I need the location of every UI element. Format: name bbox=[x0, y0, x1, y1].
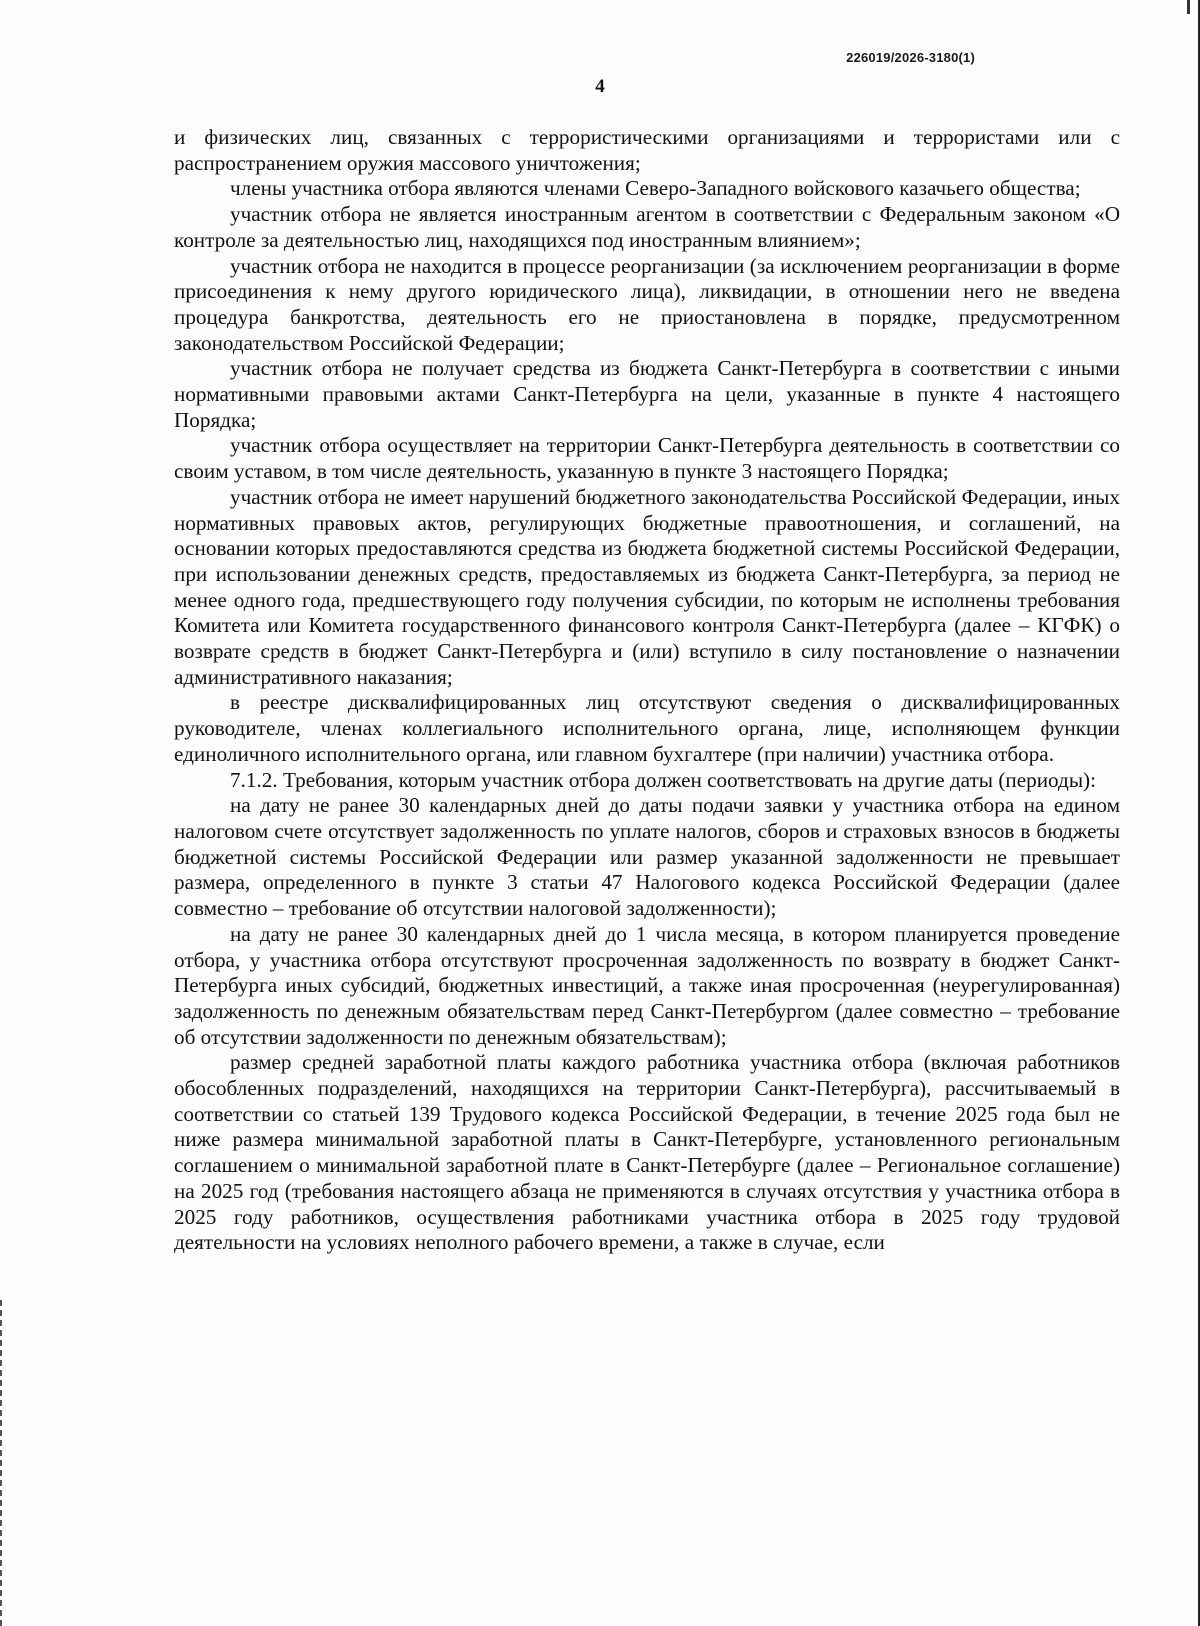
paragraph-reorganization: участник отбора не находится в процессе реорганизации (за исключением реорганизации в форме присоединения к нему другого юридического лица), ликвидации, в отношении него не введена процедура банкротства, деятельность его не приостановлена в порядке, предусмотренном законодательством Российской Федерации; bbox=[174, 253, 1120, 355]
scan-speck bbox=[1187, 0, 1190, 14]
document-id: 226019/2026-3180(1) bbox=[846, 50, 975, 65]
paragraph-disqualified-persons: в реестре дисквалифицированных лиц отсутствуют сведения о дисквалифицированных руководителе, членах коллегиального исполнительного органа, лице, исполняющем функции единоличного исполнительного органа, или главном бухгалтере (при наличии) участника отбора. bbox=[174, 690, 1120, 766]
paragraph-average-salary: размер средней заработной платы каждого работника участника отбора (включая работников обособленных подразделений, находящихся на территории Санкт-Петербурга), рассчитываемый в соответствии со статьей 139 Трудового кодекса Российской Федерации, в течение 2025 года был не ниже размера минимальной заработной платы в Санкт-Петербурге, установленного региональным соглашением о минимальной заработной плате в Санкт-Петербурге (далее – Региональное соглашение) на 2025 год (требования настоящего абзаца не применяются в случаях отсутствия у участника отбора в 2025 году работников, осуществления работниками участника отбора в 2025 году трудовой деятельности на условиях неполного рабочего времени, а также в случае, если bbox=[174, 1050, 1120, 1255]
paragraph-7-1-2-heading: 7.1.2. Требования, которым участник отбора должен соответствовать на другие даты (периоды): bbox=[230, 767, 1096, 792]
page-number: 4 bbox=[595, 76, 605, 97]
paragraph-tax-debt: на дату не ранее 30 календарных дней до даты подачи заявки у участника отбора на едином налоговом счете отсутствует задолженность по уплате налогов, сборов и страховых взносов в бюджеты бюджетной системы Российской Федерации или размер указанной задолженности не превышает размера, определенного в пункте 3 статьи 47 Налогового кодекса Российской Федерации (далее совместно – требование об отсутствии налоговой задолженности); bbox=[174, 793, 1120, 921]
document-body bbox=[174, 125, 1120, 1256]
paragraph-budget-funds: участник отбора не получает средства из бюджета Санкт-Петербурга в соответствии с иными нормативными правовыми актами Санкт-Петербурга на цели, указанные в пункте 4 настоящего Порядка; bbox=[174, 356, 1120, 432]
paragraph-activity: участник отбора осуществляет на территории Санкт-Петербурга деятельность в соответствии со своим уставом, в том числе деятельность, указанную в пункте 3 настоящего Порядка; bbox=[174, 433, 1120, 484]
scan-edge-left bbox=[0, 1300, 5, 1626]
paragraph-cossack-society: члены участника отбора являются членами Северо-Западного войскового казачьего общества; bbox=[230, 176, 1081, 201]
paragraph-budget-violations: участник отбора не имеет нарушений бюджетного законодательства Российской Федерации, иных нормативных правовых актов, регулирующих бюджетные правоотношения, и соглашений, на основании которых предоставляются средства из бюджета бюджетной системы Российской Федерации, при использовании денежных средств, предоставляемых из бюджета Санкт-Петербурга, за период не менее одного года, предшествующего году получения субсидии, по которым не исполнены требования Комитета или Комитета государственного финансового контроля Санкт-Петербурга (далее – КГФК) о возврате средств в бюджет Санкт-Петербурга и (или) вступило в силу постановление о назначении административного наказания; bbox=[174, 484, 1120, 689]
paragraph-monetary-obligations: на дату не ранее 30 календарных дней до 1 числа месяца, в котором планируется проведение отбора, у участника отбора отсутствуют просроченная задолженность по возврату в бюджет Санкт-Петербурга иных субсидий, бюджетных инвестиций, а также иная просроченная (неурегулированная) задолженность по денежным обязательствам перед Санкт-Петербургом (далее совместно – требование об отсутствии задолженности по денежным обязательствам); bbox=[174, 921, 1120, 1049]
paragraph-terrorism-list: и физических лиц, связанных с террористическими организациями и террористами или с распространением оружия массового уничтожения; bbox=[174, 125, 1120, 175]
paragraph-foreign-agent: участник отбора не является иностранным агентом в соответствии с Федеральным законом «О контроле за деятельностью лиц, находящихся под иностранным влиянием»; bbox=[174, 202, 1120, 252]
